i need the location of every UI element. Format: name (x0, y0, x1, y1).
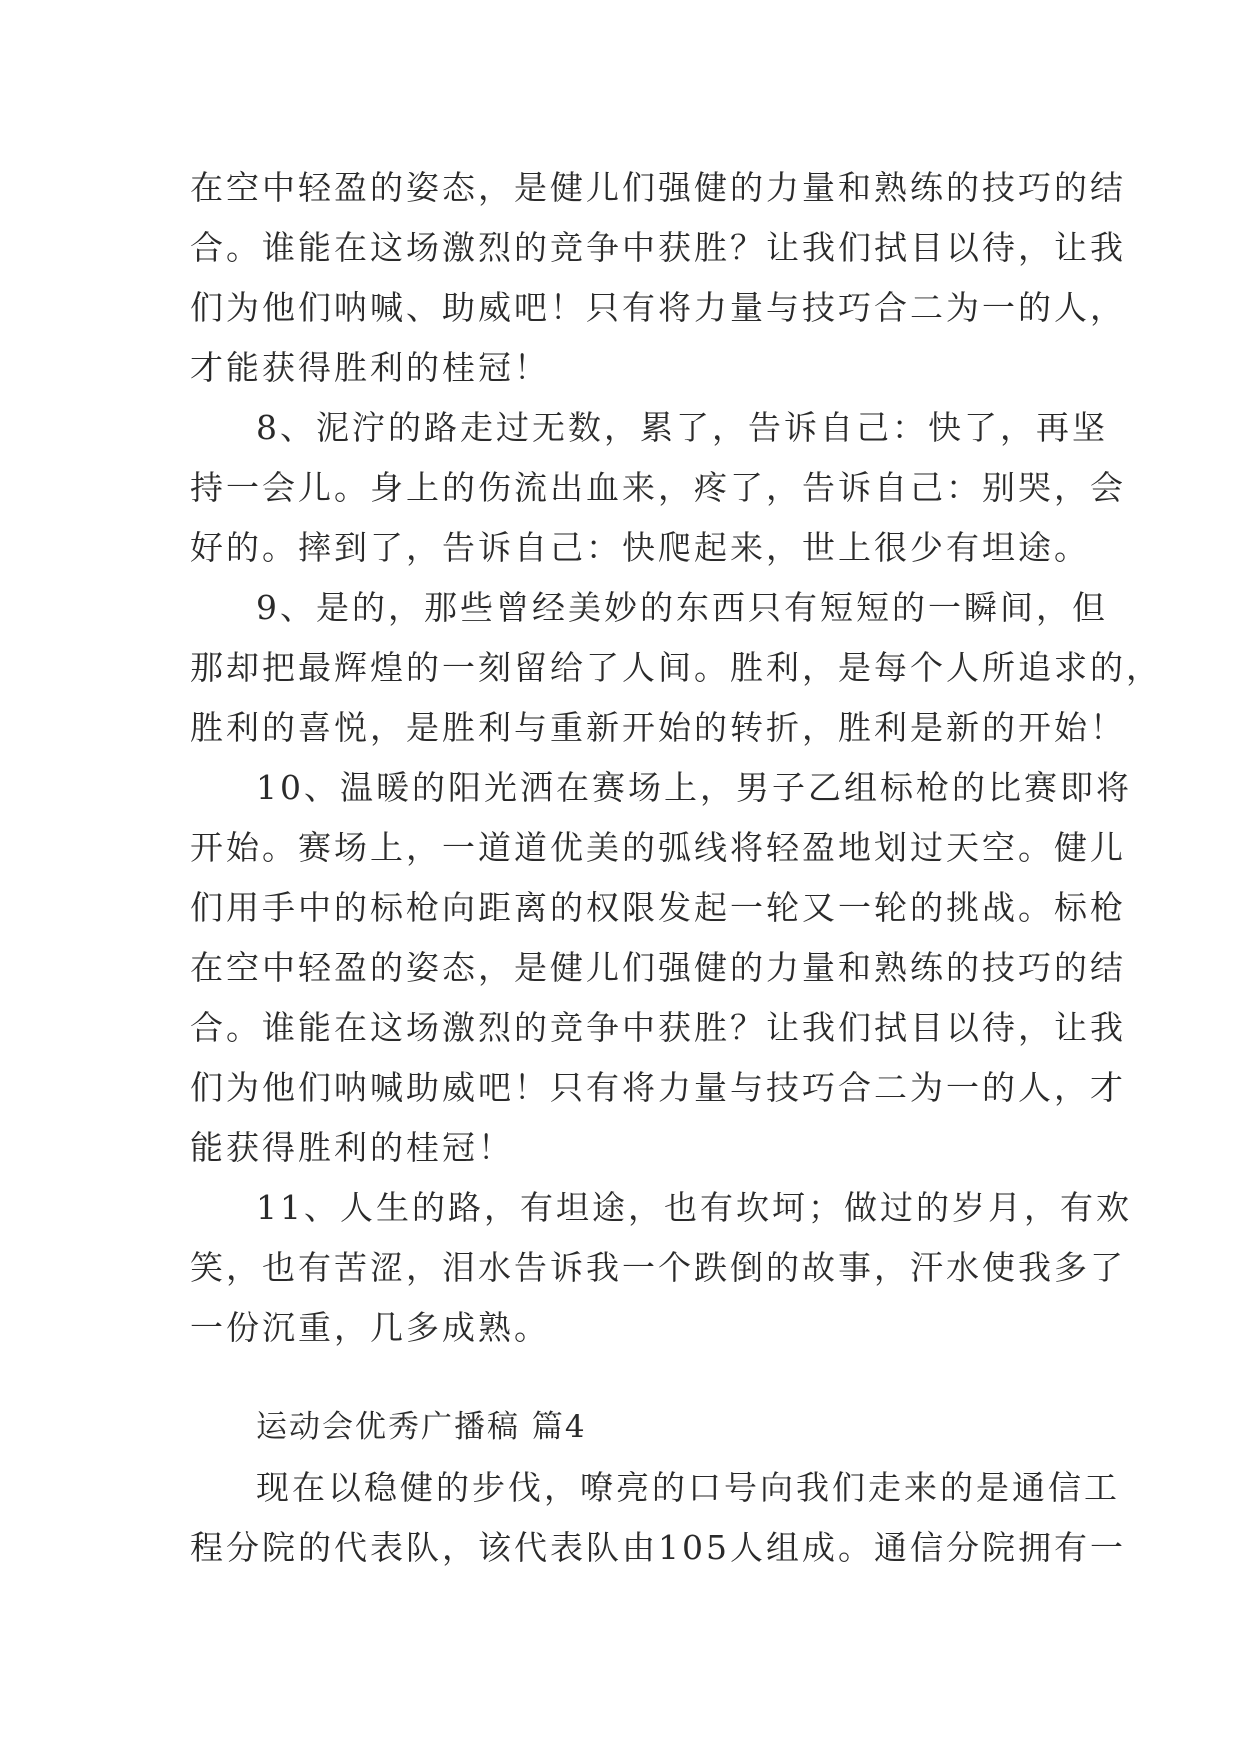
text-line: 们为他们呐喊助威吧！只有将力量与技巧合二为一的人，才 (190, 1068, 1126, 1107)
text-line: 那却把最辉煌的一刻留给了人间。胜利，是每个人所追求的， (190, 648, 1162, 687)
paragraph-start-line: 现在以稳健的步伐，嘹亮的口号向我们走来的是通信工 (256, 1468, 1120, 1507)
text-line: 一份沉重，几多成熟。 (190, 1308, 550, 1347)
paragraph-start-line: 9、是的，那些曾经美妙的东西只有短短的一瞬间，但 (256, 588, 1108, 627)
text-line: 才能获得胜利的桂冠！ (190, 348, 550, 387)
text-line: 们用手中的标枪向距离的权限发起一轮又一轮的挑战。标枪 (190, 888, 1126, 927)
text-line: 合。谁能在这场激烈的竞争中获胜？让我们拭目以待，让我 (190, 228, 1126, 267)
text-line: 好的。摔到了，告诉自己：快爬起来，世上很少有坦途。 (190, 528, 1090, 567)
text-line: 持一会儿。身上的伤流出血来，疼了，告诉自己：别哭，会 (190, 468, 1126, 507)
text-line: 胜利的喜悦，是胜利与重新开始的转折，胜利是新的开始！ (190, 708, 1126, 747)
paragraph-start-line: 8、泥泞的路走过无数，累了，告诉自己：快了，再坚 (256, 408, 1108, 447)
section-heading: 运动会优秀广播稿 篇4 (256, 1409, 587, 1445)
paragraph-start-line: 10、温暖的阳光洒在赛场上，男子乙组标枪的比赛即将 (256, 768, 1132, 807)
paragraph-start-line: 11、人生的路，有坦途，也有坎坷；做过的岁月，有欢 (256, 1188, 1132, 1227)
text-line: 在空中轻盈的姿态，是健儿们强健的力量和熟练的技巧的结 (190, 168, 1126, 207)
text-line: 笑，也有苦涩，泪水告诉我一个跌倒的故事，汗水使我多了 (190, 1248, 1126, 1287)
text-line: 合。谁能在这场激烈的竞争中获胜？让我们拭目以待，让我 (190, 1008, 1126, 1047)
text-line: 们为他们呐喊、助威吧！只有将力量与技巧合二为一的人， (190, 288, 1126, 327)
text-line: 能获得胜利的桂冠！ (190, 1128, 514, 1167)
text-line: 程分院的代表队，该代表队由105人组成。通信分院拥有一 (190, 1528, 1126, 1567)
text-line: 在空中轻盈的姿态，是健儿们强健的力量和熟练的技巧的结 (190, 948, 1126, 987)
text-line: 开始。赛场上，一道道优美的弧线将轻盈地划过天空。健儿 (190, 828, 1126, 867)
